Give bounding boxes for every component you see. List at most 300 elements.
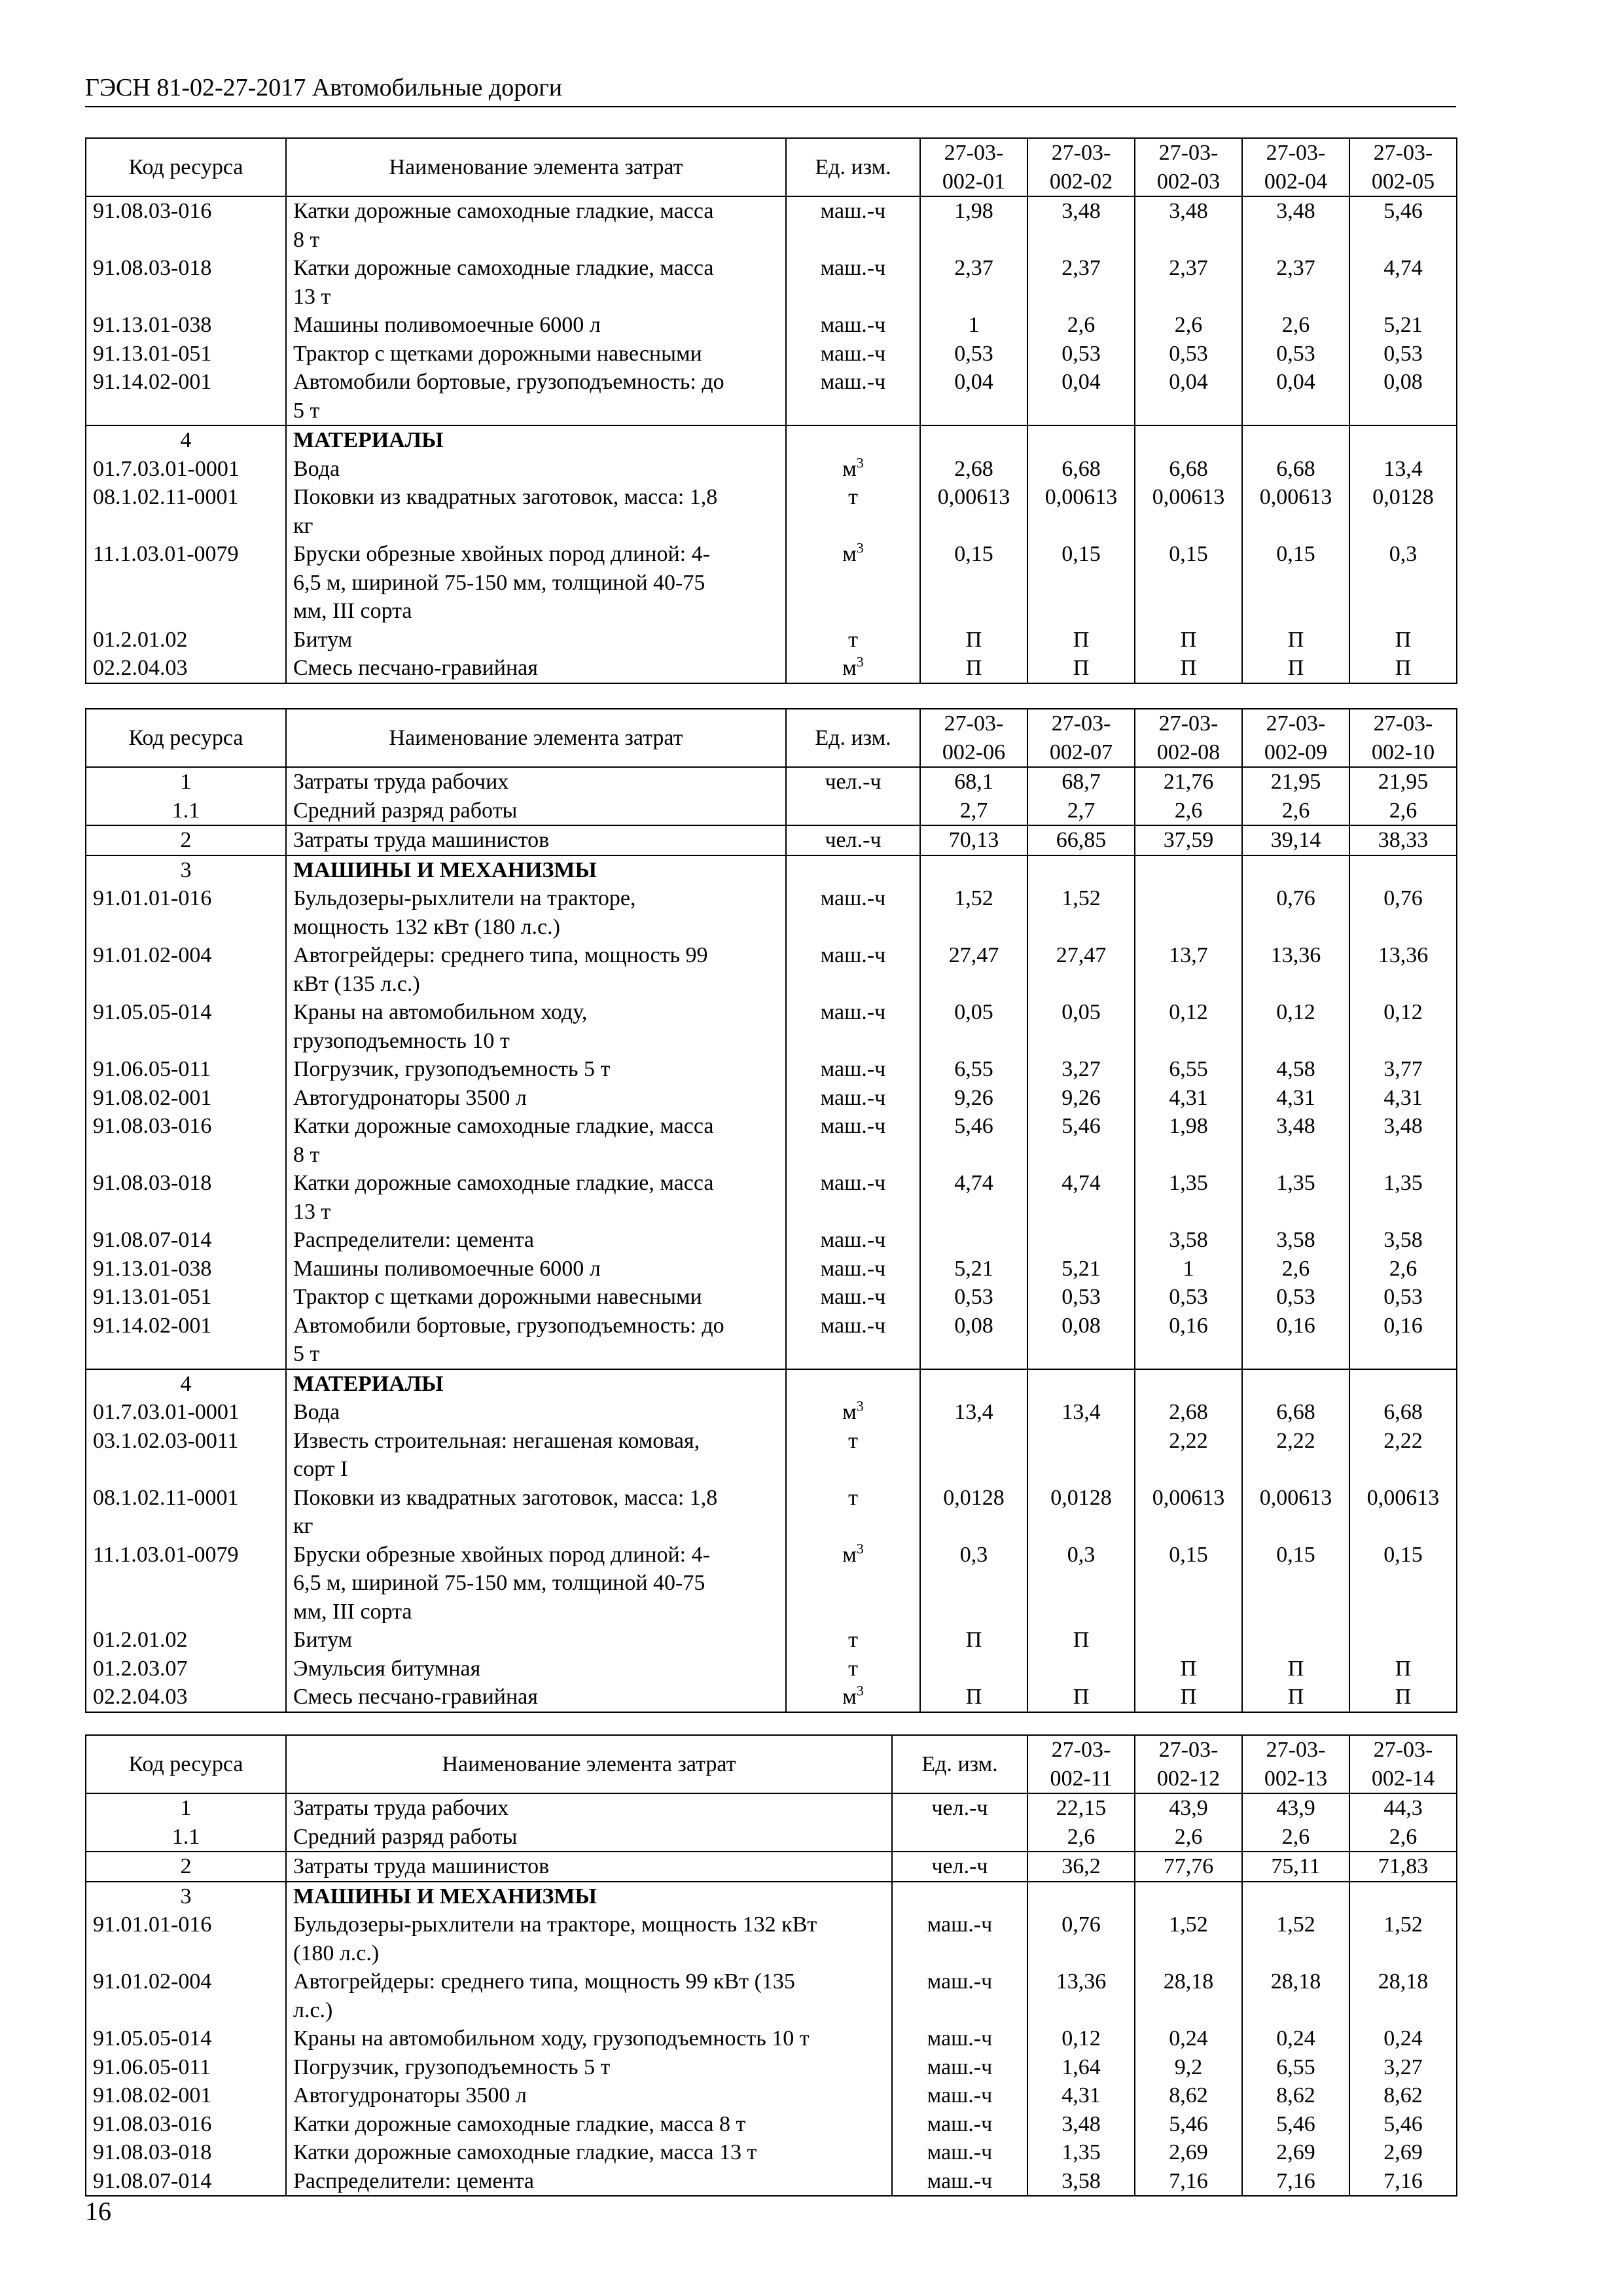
resource-name-cell: Поковки из квадратных заготовок, масса: 1,8 кг bbox=[286, 1484, 786, 1541]
value-cell: П bbox=[1135, 1655, 1242, 1683]
column-header: Код ресурса bbox=[86, 138, 286, 196]
value-cell: 0,53 bbox=[920, 1283, 1027, 1312]
resource-code-cell: 2 bbox=[86, 825, 286, 855]
value-cell: 1,35 bbox=[1135, 1169, 1242, 1226]
value-cell: 3,48 bbox=[1027, 2110, 1135, 2139]
table-row bbox=[86, 797, 1457, 826]
table-row bbox=[86, 1541, 1457, 1626]
value-cell: 0,08 bbox=[1349, 368, 1457, 425]
resource-name-cell: Трактор с щетками дорожными навесными bbox=[286, 1283, 786, 1312]
value-cell: 3,58 bbox=[1349, 1226, 1457, 1255]
resource-name-cell: Затраты труда рабочих bbox=[286, 767, 786, 797]
value-cell: 3,58 bbox=[1135, 1226, 1242, 1255]
unit-cell: маш.-ч bbox=[786, 340, 920, 368]
value-cell: 0,24 bbox=[1242, 2024, 1349, 2053]
value-cell: 0,0128 bbox=[920, 1484, 1027, 1541]
unit-cell: $м^3$ bbox=[786, 540, 920, 626]
resource-code-cell: 91.08.03-016 bbox=[86, 196, 286, 254]
unit-cell: т bbox=[786, 483, 920, 540]
unit-cell bbox=[786, 1369, 920, 1399]
value-cell: 0,12 bbox=[1349, 998, 1457, 1055]
resource-code-cell: 91.01.02-004 bbox=[86, 941, 286, 998]
value-cell: 5,46 bbox=[1242, 2110, 1349, 2139]
table-row bbox=[86, 196, 1457, 254]
value-cell: 21,95 bbox=[1242, 767, 1349, 797]
value-cell: П bbox=[1242, 654, 1349, 683]
value-cell: 0,53 bbox=[1135, 340, 1242, 368]
column-header: 27-03- 002-10 bbox=[1349, 709, 1457, 767]
value-cell: 0,53 bbox=[1242, 340, 1349, 368]
table-row bbox=[86, 1967, 1457, 2024]
value-cell bbox=[1027, 1369, 1135, 1399]
unit-cell: маш.-ч bbox=[786, 196, 920, 254]
value-cell: 4,31 bbox=[1027, 2081, 1135, 2110]
value-cell: 2,6 bbox=[1242, 311, 1349, 340]
value-cell: П bbox=[1027, 654, 1135, 683]
column-header: 27-03- 002-11 bbox=[1027, 1735, 1135, 1793]
value-cell: 3,48 bbox=[1135, 196, 1242, 254]
table-row bbox=[86, 340, 1457, 368]
unit-cell: $м^3$ bbox=[786, 1398, 920, 1427]
value-cell: 3,58 bbox=[1027, 2167, 1135, 2197]
value-cell: П bbox=[1349, 654, 1457, 683]
value-cell: П bbox=[920, 1683, 1027, 1712]
unit-cell: маш.-ч bbox=[786, 998, 920, 1055]
column-header: Наименование элемента затрат bbox=[286, 1735, 892, 1793]
unit-cell: маш.-ч bbox=[786, 1055, 920, 1084]
resource-code-cell: 91.08.02-001 bbox=[86, 1084, 286, 1113]
resource-name-cell: Вода bbox=[286, 1398, 786, 1427]
value-cell: П bbox=[1027, 1683, 1135, 1712]
resource-name-cell: Бруски обрезные хвойных пород длиной: 4- 6,5 м, шириной 75-150 мм, толщиной 40-75 мм, III сорта bbox=[286, 1541, 786, 1626]
value-cell bbox=[1349, 425, 1457, 455]
unit-cell: маш.-ч bbox=[786, 1084, 920, 1113]
table-row bbox=[86, 855, 1457, 885]
value-cell: 8,62 bbox=[1242, 2081, 1349, 2110]
resource-code-cell: 03.1.02.03-0011 bbox=[86, 1427, 286, 1484]
value-cell: 21,95 bbox=[1349, 767, 1457, 797]
value-cell: 0,00613 bbox=[1349, 1484, 1457, 1541]
value-cell: 13,36 bbox=[1027, 1967, 1135, 2024]
value-cell: 0,04 bbox=[1242, 368, 1349, 425]
resource-name-cell: Автогудронаторы 3500 л bbox=[286, 1084, 786, 1113]
value-cell: 4,58 bbox=[1242, 1055, 1349, 1084]
unit-cell: т bbox=[786, 626, 920, 655]
value-cell: 6,68 bbox=[1349, 1398, 1457, 1427]
value-cell: 0,53 bbox=[1349, 340, 1457, 368]
resource-code-cell: 91.06.05-011 bbox=[86, 1055, 286, 1084]
column-header: 27-03- 002-07 bbox=[1027, 709, 1135, 767]
value-cell: 6,55 bbox=[920, 1055, 1027, 1084]
value-cell bbox=[1242, 425, 1349, 455]
unit-cell: маш.-ч bbox=[786, 1112, 920, 1169]
unit-cell: маш.-ч bbox=[892, 2110, 1027, 2139]
value-cell: 22,15 bbox=[1027, 1793, 1135, 1823]
value-cell: 0,00613 bbox=[1242, 1484, 1349, 1541]
value-cell: П bbox=[1135, 654, 1242, 683]
value-cell: 8,62 bbox=[1135, 2081, 1242, 2110]
value-cell: 0,16 bbox=[1349, 1312, 1457, 1369]
value-cell: 2,6 bbox=[1349, 797, 1457, 826]
table-row bbox=[86, 2081, 1457, 2110]
unit-cell: маш.-ч bbox=[892, 2081, 1027, 2110]
resource-name-cell: Катки дорожные самоходные гладкие, масса 13 т bbox=[286, 2138, 892, 2167]
resource-name-cell: Вода bbox=[286, 455, 786, 484]
value-cell bbox=[1027, 1427, 1135, 1484]
value-cell: 0,08 bbox=[1027, 1312, 1135, 1369]
value-cell: 5,21 bbox=[1349, 311, 1457, 340]
table-row bbox=[86, 1055, 1457, 1084]
value-cell: 4,31 bbox=[1242, 1084, 1349, 1113]
table-row bbox=[86, 825, 1457, 855]
value-cell: 2,68 bbox=[920, 455, 1027, 484]
value-cell: 6,68 bbox=[1242, 455, 1349, 484]
value-cell bbox=[1135, 855, 1242, 885]
value-cell bbox=[920, 425, 1027, 455]
unit-cell: маш.-ч bbox=[892, 2053, 1027, 2082]
value-cell: 3,77 bbox=[1349, 1055, 1457, 1084]
value-cell bbox=[920, 1427, 1027, 1484]
table-header-row bbox=[86, 1735, 1457, 1793]
table-row bbox=[86, 1823, 1457, 1852]
value-cell bbox=[920, 1369, 1027, 1399]
resource-name-cell: Краны на автомобильном ходу, грузоподъемность 10 т bbox=[286, 2024, 892, 2053]
value-cell: 0,0128 bbox=[1349, 483, 1457, 540]
unit-cell bbox=[892, 1823, 1027, 1852]
value-cell: 0,76 bbox=[1242, 884, 1349, 941]
table-row bbox=[86, 425, 1457, 455]
value-cell: П bbox=[920, 1626, 1027, 1655]
value-cell: 2,69 bbox=[1135, 2138, 1242, 2167]
table-row bbox=[86, 1683, 1457, 1712]
value-cell: 2,7 bbox=[1027, 797, 1135, 826]
value-cell: 0,04 bbox=[1027, 368, 1135, 425]
value-cell: 0,15 bbox=[1135, 1541, 1242, 1626]
value-cell: 0,3 bbox=[1349, 540, 1457, 626]
resource-code-cell: 11.1.03.01-0079 bbox=[86, 1541, 286, 1626]
resource-name-cell: Битум bbox=[286, 1626, 786, 1655]
column-header: 27-03- 002-08 bbox=[1135, 709, 1242, 767]
value-cell: 1 bbox=[920, 311, 1027, 340]
resource-code-cell: 01.7.03.01-0001 bbox=[86, 455, 286, 484]
table-row bbox=[86, 2024, 1457, 2053]
value-cell: 38,33 bbox=[1349, 825, 1457, 855]
value-cell: 39,14 bbox=[1242, 825, 1349, 855]
resource-name-cell: Катки дорожные самоходные гладкие, масса 8 т bbox=[286, 196, 786, 254]
value-cell: 0,53 bbox=[1349, 1283, 1457, 1312]
value-cell: 2,22 bbox=[1349, 1427, 1457, 1484]
value-cell: 0,53 bbox=[1027, 340, 1135, 368]
value-cell: 8,62 bbox=[1349, 2081, 1457, 2110]
value-cell: 9,2 bbox=[1135, 2053, 1242, 2082]
table-row bbox=[86, 2053, 1457, 2082]
resource-name-cell: Трактор с щетками дорожными навесными bbox=[286, 340, 786, 368]
value-cell bbox=[1135, 1882, 1242, 1911]
value-cell: 2,6 bbox=[1027, 1823, 1135, 1852]
value-cell: 5,46 bbox=[1027, 1112, 1135, 1169]
value-cell bbox=[1135, 1369, 1242, 1399]
table-row bbox=[86, 455, 1457, 484]
value-cell: 1 bbox=[1135, 1255, 1242, 1283]
value-cell: 0,00613 bbox=[920, 483, 1027, 540]
resource-code-cell: 3 bbox=[86, 855, 286, 885]
table-row bbox=[86, 540, 1457, 626]
value-cell: 0,00613 bbox=[1135, 483, 1242, 540]
page-number: 16 bbox=[85, 2197, 111, 2226]
resource-code-cell: 1.1 bbox=[86, 1823, 286, 1852]
value-cell: 2,37 bbox=[1027, 254, 1135, 311]
value-cell: 27,47 bbox=[1027, 941, 1135, 998]
value-cell bbox=[1349, 1882, 1457, 1911]
value-cell: 4,74 bbox=[920, 1169, 1027, 1226]
table-row bbox=[86, 2110, 1457, 2139]
value-cell: 66,85 bbox=[1027, 825, 1135, 855]
value-cell: 0,00613 bbox=[1135, 1484, 1242, 1541]
table-row bbox=[86, 626, 1457, 655]
value-cell bbox=[1135, 1626, 1242, 1655]
table-row bbox=[86, 654, 1457, 683]
unit-cell: $м^3$ bbox=[786, 1683, 920, 1712]
table-row bbox=[86, 1169, 1457, 1226]
value-cell: 6,68 bbox=[1135, 455, 1242, 484]
value-cell: 3,48 bbox=[1027, 196, 1135, 254]
resource-name-cell: Средний разряд работы bbox=[286, 1823, 892, 1852]
resource-code-cell: 91.05.05-014 bbox=[86, 998, 286, 1055]
value-cell: 0,12 bbox=[1242, 998, 1349, 1055]
value-cell: 0,05 bbox=[1027, 998, 1135, 1055]
unit-cell: маш.-ч bbox=[786, 1169, 920, 1226]
value-cell: 2,22 bbox=[1242, 1427, 1349, 1484]
value-cell: 0,76 bbox=[1027, 1910, 1135, 1967]
resource-name-cell: МАШИНЫ И МЕХАНИЗМЫ bbox=[286, 1882, 892, 1911]
value-cell bbox=[1027, 855, 1135, 885]
value-cell bbox=[1242, 1369, 1349, 1399]
value-cell: 1,64 bbox=[1027, 2053, 1135, 2082]
resource-name-cell: Машины поливомоечные 6000 л bbox=[286, 1255, 786, 1283]
resource-name-cell: Эмульсия битумная bbox=[286, 1655, 786, 1683]
table-header-row bbox=[86, 138, 1457, 196]
value-cell: 13,36 bbox=[1349, 941, 1457, 998]
value-cell: 3,58 bbox=[1242, 1226, 1349, 1255]
resource-code-cell: 91.08.03-018 bbox=[86, 254, 286, 311]
table-row bbox=[86, 483, 1457, 540]
resource-code-cell: 91.13.01-038 bbox=[86, 1255, 286, 1283]
resource-code-cell: 01.2.01.02 bbox=[86, 626, 286, 655]
resource-code-cell: 91.01.01-016 bbox=[86, 884, 286, 941]
value-cell: 0,16 bbox=[1135, 1312, 1242, 1369]
resource-name-cell: Битум bbox=[286, 626, 786, 655]
value-cell: 0,3 bbox=[920, 1541, 1027, 1626]
resource-code-cell: 91.13.01-051 bbox=[86, 340, 286, 368]
value-cell: 2,6 bbox=[1135, 1823, 1242, 1852]
table-row bbox=[86, 1910, 1457, 1967]
unit-cell: маш.-ч bbox=[786, 941, 920, 998]
resource-code-cell: 08.1.02.11-0001 bbox=[86, 1484, 286, 1541]
value-cell: 7,16 bbox=[1135, 2167, 1242, 2197]
value-cell: 21,76 bbox=[1135, 767, 1242, 797]
resource-code-cell: 91.08.03-018 bbox=[86, 1169, 286, 1226]
value-cell: 2,37 bbox=[1242, 254, 1349, 311]
resource-code-cell: 01.7.03.01-0001 bbox=[86, 1398, 286, 1427]
value-cell: 2,68 bbox=[1135, 1398, 1242, 1427]
resource-name-cell: Распределители: цемента bbox=[286, 2167, 892, 2197]
resource-code-cell: 91.08.07-014 bbox=[86, 2167, 286, 2197]
table-row bbox=[86, 1369, 1457, 1399]
table-row bbox=[86, 1882, 1457, 1911]
resource-name-cell: Краны на автомобильном ходу, грузоподъемность 10 т bbox=[286, 998, 786, 1055]
column-header: Наименование элемента затрат bbox=[286, 138, 786, 196]
value-cell: 4,74 bbox=[1027, 1169, 1135, 1226]
value-cell: 1,52 bbox=[920, 884, 1027, 941]
unit-cell: $м^3$ bbox=[786, 654, 920, 683]
unit-cell bbox=[786, 855, 920, 885]
value-cell: 13,36 bbox=[1242, 941, 1349, 998]
table-row bbox=[86, 941, 1457, 998]
value-cell: 0,24 bbox=[1135, 2024, 1242, 2053]
resource-name-cell: Средний разряд работы bbox=[286, 797, 786, 826]
column-header: 27-03- 002-13 bbox=[1242, 1735, 1349, 1793]
unit-cell: чел.-ч bbox=[786, 825, 920, 855]
value-cell: 5,46 bbox=[1349, 196, 1457, 254]
table-row bbox=[86, 1398, 1457, 1427]
value-cell: 1,35 bbox=[1027, 2138, 1135, 2167]
value-cell: 1,98 bbox=[920, 196, 1027, 254]
value-cell: 0,53 bbox=[920, 340, 1027, 368]
unit-cell: т bbox=[786, 1655, 920, 1683]
resource-name-cell: Катки дорожные самоходные гладкие, масса 8 т bbox=[286, 2110, 892, 2139]
column-header: Ед. изм. bbox=[786, 138, 920, 196]
value-cell: 2,6 bbox=[1027, 311, 1135, 340]
resource-name-cell: Бульдозеры-рыхлители на тракторе, мощность 132 кВт (180 л.с.) bbox=[286, 1910, 892, 1967]
value-cell bbox=[920, 1655, 1027, 1683]
column-header: 27-03- 002-05 bbox=[1349, 138, 1457, 196]
table-row bbox=[86, 1427, 1457, 1484]
column-header: Наименование элемента затрат bbox=[286, 709, 786, 767]
value-cell: 4,31 bbox=[1135, 1084, 1242, 1113]
resource-name-cell: Катки дорожные самоходные гладкие, масса 13 т bbox=[286, 254, 786, 311]
value-cell: 4,31 bbox=[1349, 1084, 1457, 1113]
unit-cell: $м^3$ bbox=[786, 455, 920, 484]
resource-code-cell: 1.1 bbox=[86, 797, 286, 826]
value-cell: П bbox=[1135, 626, 1242, 655]
value-cell: 2,7 bbox=[920, 797, 1027, 826]
document-title: ГЭСН 81-02-27-2017 Автомобильные дороги bbox=[85, 74, 563, 101]
resource-name-cell: Распределители: цемента bbox=[286, 1226, 786, 1255]
value-cell bbox=[1242, 1882, 1349, 1911]
value-cell: 0,12 bbox=[1135, 998, 1242, 1055]
value-cell: 13,4 bbox=[1349, 455, 1457, 484]
resource-code-cell: 11.1.03.01-0079 bbox=[86, 540, 286, 626]
table-row bbox=[86, 1255, 1457, 1283]
unit-cell: т bbox=[786, 1484, 920, 1541]
unit-cell: чел.-ч bbox=[892, 1793, 1027, 1823]
value-cell: 0,76 bbox=[1349, 884, 1457, 941]
resource-table-3 bbox=[85, 1734, 1457, 2197]
resource-code-cell: 91.14.02-001 bbox=[86, 368, 286, 425]
value-cell: 4,74 bbox=[1349, 254, 1457, 311]
resource-name-cell: Автогрейдеры: среднего типа, мощность 99 кВт (135 л.с.) bbox=[286, 941, 786, 998]
value-cell: 43,9 bbox=[1242, 1793, 1349, 1823]
value-cell: 7,16 bbox=[1242, 2167, 1349, 2197]
unit-cell: маш.-ч bbox=[786, 311, 920, 340]
resource-code-cell: 91.08.03-016 bbox=[86, 1112, 286, 1169]
value-cell: 0,00613 bbox=[1242, 483, 1349, 540]
resource-code-cell: 02.2.04.03 bbox=[86, 654, 286, 683]
resource-name-cell: Смесь песчано-гравийная bbox=[286, 1683, 786, 1712]
value-cell: 0,15 bbox=[1135, 540, 1242, 626]
resource-code-cell: 2 bbox=[86, 1852, 286, 1882]
value-cell: 2,22 bbox=[1135, 1427, 1242, 1484]
value-cell bbox=[1242, 1626, 1349, 1655]
value-cell: 6,55 bbox=[1242, 2053, 1349, 2082]
resource-name-cell: Погрузчик, грузоподъемность 5 т bbox=[286, 2053, 892, 2082]
value-cell: П bbox=[1349, 1683, 1457, 1712]
value-cell: 9,26 bbox=[1027, 1084, 1135, 1113]
resource-name-cell: Автогудронаторы 3500 л bbox=[286, 2081, 892, 2110]
value-cell: П bbox=[1242, 626, 1349, 655]
resource-name-cell: Автогрейдеры: среднего типа, мощность 99 кВт (135 л.с.) bbox=[286, 1967, 892, 2024]
value-cell: 0,15 bbox=[920, 540, 1027, 626]
unit-cell: маш.-ч bbox=[892, 2024, 1027, 2053]
column-header: Ед. изм. bbox=[892, 1735, 1027, 1793]
table-row bbox=[86, 1084, 1457, 1113]
resource-name-cell: МАТЕРИАЛЫ bbox=[286, 425, 786, 455]
table-row bbox=[86, 884, 1457, 941]
value-cell: 6,68 bbox=[1242, 1398, 1349, 1427]
value-cell bbox=[1135, 425, 1242, 455]
resource-code-cell: 91.01.02-004 bbox=[86, 1967, 286, 2024]
table-row bbox=[86, 368, 1457, 425]
value-cell: 1,52 bbox=[1135, 1910, 1242, 1967]
value-cell bbox=[1242, 855, 1349, 885]
value-cell: 0,12 bbox=[1027, 2024, 1135, 2053]
table-row bbox=[86, 998, 1457, 1055]
value-cell: 36,2 bbox=[1027, 1852, 1135, 1882]
value-cell: 70,13 bbox=[920, 825, 1027, 855]
resource-code-cell: 91.08.02-001 bbox=[86, 2081, 286, 2110]
value-cell: 13,4 bbox=[920, 1398, 1027, 1427]
value-cell: 71,83 bbox=[1349, 1852, 1457, 1882]
table-row bbox=[86, 1852, 1457, 1882]
value-cell: 2,37 bbox=[920, 254, 1027, 311]
table-row bbox=[86, 2167, 1457, 2197]
resource-name-cell: Автомобили бортовые, грузоподъемность: до 5 т bbox=[286, 368, 786, 425]
resource-name-cell: Катки дорожные самоходные гладкие, масса 13 т bbox=[286, 1169, 786, 1226]
unit-cell: маш.-ч bbox=[892, 1910, 1027, 1967]
value-cell: 0,53 bbox=[1027, 1283, 1135, 1312]
resource-code-cell: 91.05.05-014 bbox=[86, 2024, 286, 2053]
value-cell bbox=[1027, 1226, 1135, 1255]
value-cell bbox=[1135, 884, 1242, 941]
value-cell: 0,00613 bbox=[1027, 483, 1135, 540]
value-cell: 0,53 bbox=[1135, 1283, 1242, 1312]
page-header bbox=[85, 73, 1456, 107]
value-cell: 13,7 bbox=[1135, 941, 1242, 998]
value-cell: П bbox=[1027, 626, 1135, 655]
column-header: 27-03- 002-03 bbox=[1135, 138, 1242, 196]
resource-name-cell: МАТЕРИАЛЫ bbox=[286, 1369, 786, 1399]
unit-cell: маш.-ч bbox=[892, 2138, 1027, 2167]
value-cell: 75,11 bbox=[1242, 1852, 1349, 1882]
resource-table-2 bbox=[85, 708, 1457, 1713]
unit-cell bbox=[786, 425, 920, 455]
resource-table-1 bbox=[85, 137, 1457, 684]
column-header: 27-03- 002-02 bbox=[1027, 138, 1135, 196]
value-cell: 2,6 bbox=[1135, 797, 1242, 826]
value-cell: 3,48 bbox=[1242, 196, 1349, 254]
table-row bbox=[86, 1484, 1457, 1541]
resource-code-cell: 02.2.04.03 bbox=[86, 1683, 286, 1712]
